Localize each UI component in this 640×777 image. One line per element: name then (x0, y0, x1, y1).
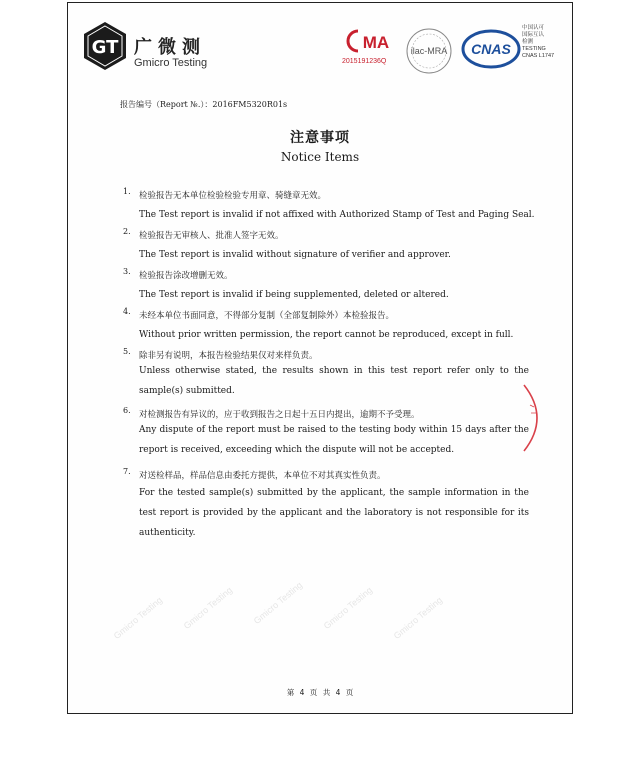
watermark: Gmicro Testing (251, 579, 305, 627)
item-text-en: For the tested sample(s) submitted by the applicant, the sample information in the test report is provided by the applicant and the laboratory is not responsible for its authenticity. (139, 488, 529, 538)
brand-name-en: Gmicro Testing (134, 57, 208, 69)
item-text-cn: 未经本单位书面同意，不得部分复制（全部复制除外）本检验报告。 (139, 311, 395, 321)
watermark: Gmicro Testing (321, 584, 375, 632)
watermark: Gmicro Testing (111, 594, 165, 642)
svg-text:GT: GT (91, 37, 119, 58)
report-page (67, 2, 573, 714)
item-text-en: The Test report is invalid if being supplemented, deleted or altered. (139, 290, 449, 300)
item-number: 6. (123, 406, 131, 415)
page-number: 第 4 页 共 4 页 (286, 688, 354, 697)
page-title-cn: 注意事项 (290, 130, 350, 146)
item-text-en: Unless otherwise stated, the results shown in this test report refer only to the sample(s) submitted. (139, 366, 529, 396)
watermark: Gmicro Testing (391, 594, 445, 642)
item-number: 4. (123, 307, 131, 316)
item-text-en: The Test report is invalid without signature of verifier and approver. (139, 250, 451, 260)
gmicro-logo-icon (82, 21, 128, 71)
cma-mark-icon (344, 27, 400, 55)
item-number: 2. (123, 227, 131, 236)
item-number: 3. (123, 267, 131, 276)
item-text-cn: 检验报告涂改增删无效。 (139, 271, 233, 281)
item-number: 1. (123, 187, 131, 196)
svg-text:MA: MA (362, 33, 390, 52)
item-text-en: Without prior written permission, the report cannot be reproduced, except in full. (139, 330, 514, 340)
report-header (68, 3, 572, 83)
cnas-logo-icon (460, 27, 522, 75)
item-number: 5. (123, 347, 131, 356)
report-number: 报告编号（Report №.）：2016FM5320R01s (120, 100, 288, 109)
brand-name-cn: 广微测 (134, 37, 206, 58)
watermark: Gmicro Testing (181, 584, 235, 632)
cnas-accreditation-info: 中国认可 国际互认 检测 TESTING CNAS L1747 (522, 25, 555, 59)
stamp-edge-icon (520, 383, 550, 453)
svg-text:ilac-MRA: ilac-MRA (410, 46, 448, 56)
item-text-en: Any dispute of the report must be raised to the testing body within 15 days after the report is received, exceeding which the dispute will not be accepted. (139, 425, 529, 455)
item-text-cn: 检验报告无审核人、批准人签字无效。 (139, 231, 284, 241)
item-text-cn: 对检测报告有异议的，应于收到报告之日起十五日内提出，逾期不予受理。 (139, 410, 420, 420)
ilac-mra-logo-icon (403, 25, 455, 77)
page-title-en: Notice Items (280, 150, 360, 164)
svg-text:CNAS: CNAS (471, 41, 511, 57)
item-text-cn: 除非另有说明，本报告检验结果仅对来样负责。 (139, 351, 318, 361)
item-text-en: The Test report is invalid if not affixed with Authorized Stamp of Test and Paging Seal. (139, 210, 535, 220)
item-text-cn: 对送检样品，样品信息由委托方提供，本单位不对其真实性负责。 (139, 471, 386, 481)
item-number: 7. (123, 467, 131, 476)
cma-number: 2015191236Q (342, 58, 387, 65)
item-text-cn: 检验报告无本单位检验检验专用章、骑缝章无效。 (139, 191, 327, 201)
